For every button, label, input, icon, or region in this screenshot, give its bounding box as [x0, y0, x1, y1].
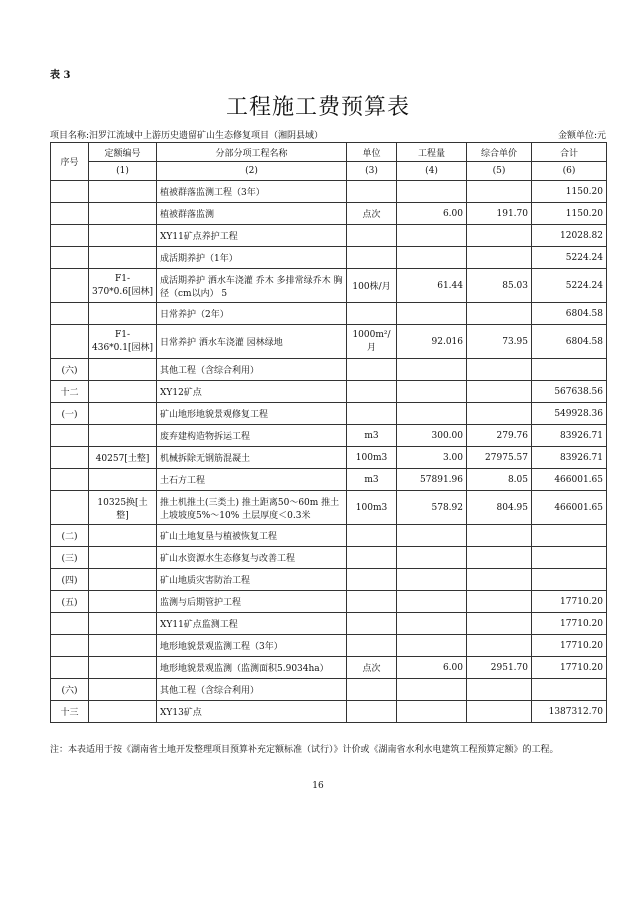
cell-price — [467, 569, 532, 591]
meta-line — [50, 128, 606, 141]
cell-price — [467, 247, 532, 269]
cell-qty: 6.00 — [397, 203, 467, 225]
table-row — [51, 679, 607, 701]
cell-price: 191.70 — [467, 203, 532, 225]
cell-seq — [51, 447, 89, 469]
cell-seq — [51, 181, 89, 203]
cell-name: XY11矿点养护工程 — [157, 225, 347, 247]
table-row — [51, 657, 607, 679]
cell-seq: 十二 — [51, 381, 89, 403]
table-row — [51, 491, 607, 525]
header-num: (6) — [532, 162, 607, 181]
cell-total — [532, 679, 607, 701]
cell-name: XY11矿点监测工程 — [157, 613, 347, 635]
cell-price — [467, 225, 532, 247]
cell-unit — [347, 635, 397, 657]
cell-name: 矿山水资源水生态修复与改善工程 — [157, 547, 347, 569]
cell-total: 17710.20 — [532, 591, 607, 613]
table-row — [51, 635, 607, 657]
cell-code — [89, 701, 157, 723]
cell-price — [467, 403, 532, 425]
cell-seq: 十三 — [51, 701, 89, 723]
cell-code — [89, 635, 157, 657]
cell-qty: 6.00 — [397, 657, 467, 679]
cell-total: 17710.20 — [532, 657, 607, 679]
cell-code — [89, 381, 157, 403]
cell-qty — [397, 247, 467, 269]
cell-qty — [397, 679, 467, 701]
cell-total: 6804.58 — [532, 303, 607, 325]
cell-unit — [347, 247, 397, 269]
cell-name: 机械拆除无钢筋混凝土 — [157, 447, 347, 469]
cell-seq: (四) — [51, 569, 89, 591]
header-num: (4) — [397, 162, 467, 181]
cell-qty — [397, 547, 467, 569]
table-row — [51, 525, 607, 547]
cell-price — [467, 547, 532, 569]
cell-total: 83926.71 — [532, 425, 607, 447]
cell-unit: 100m3 — [347, 447, 397, 469]
cell-qty — [397, 225, 467, 247]
cell-qty — [397, 591, 467, 613]
table-row — [51, 403, 607, 425]
cell-seq: (三) — [51, 547, 89, 569]
project-name: 项目名称:汨罗江流域中上游历史遗留矿山生态修复项目（湘阴县域） — [50, 131, 324, 141]
header-seq: 序号 — [51, 143, 89, 181]
table-row — [51, 325, 607, 359]
cell-seq — [51, 425, 89, 447]
table-row — [51, 359, 607, 381]
cell-total: 466001.65 — [532, 469, 607, 491]
header-num: (2) — [157, 162, 347, 181]
cell-code — [89, 469, 157, 491]
cell-unit — [347, 181, 397, 203]
cell-seq: (六) — [51, 679, 89, 701]
cell-price — [467, 525, 532, 547]
cell-unit — [347, 525, 397, 547]
cell-unit — [347, 359, 397, 381]
cell-unit: 100株/月 — [347, 269, 397, 303]
table-row — [51, 269, 607, 303]
cell-seq — [51, 203, 89, 225]
cell-qty — [397, 359, 467, 381]
cell-seq — [51, 303, 89, 325]
cell-unit — [347, 591, 397, 613]
cell-price — [467, 679, 532, 701]
cell-seq — [51, 469, 89, 491]
cell-name: 地形地貌景观监测工程（3年） — [157, 635, 347, 657]
cell-price: 27975.57 — [467, 447, 532, 469]
cell-total: 549928.36 — [532, 403, 607, 425]
cell-total: 83926.71 — [532, 447, 607, 469]
cell-price — [467, 701, 532, 723]
cell-name: 推土机推土(三类土) 推土距离50～60m 推土上坡坡度5%～10% 土层厚度＜0.3米 — [157, 491, 347, 525]
cell-seq: (一) — [51, 403, 89, 425]
cell-price: 73.95 — [467, 325, 532, 359]
cell-price: 8.05 — [467, 469, 532, 491]
table-row — [51, 569, 607, 591]
cell-code — [89, 303, 157, 325]
cell-qty — [397, 181, 467, 203]
table-row — [51, 613, 607, 635]
cell-total: 1150.20 — [532, 181, 607, 203]
header-num: (3) — [347, 162, 397, 181]
header-qty: 工程量 — [397, 143, 467, 162]
currency-unit: 金额单位:元 — [557, 131, 606, 141]
cell-code — [89, 613, 157, 635]
cell-name: 其他工程（含综合利用） — [157, 359, 347, 381]
cell-qty — [397, 569, 467, 591]
cell-qty — [397, 381, 467, 403]
cell-price: 279.76 — [467, 425, 532, 447]
cell-total — [532, 547, 607, 569]
cell-qty — [397, 303, 467, 325]
cell-name: 地形地貌景观监测（监测面积5.9034ha） — [157, 657, 347, 679]
cell-code — [89, 181, 157, 203]
cell-code — [89, 679, 157, 701]
page-number: 16 — [312, 781, 324, 791]
cell-qty — [397, 701, 467, 723]
cell-name: 植被群落监测工程（3年） — [157, 181, 347, 203]
cell-unit: 1000m²/月 — [347, 325, 397, 359]
cell-name: 土石方工程 — [157, 469, 347, 491]
cell-code — [89, 359, 157, 381]
header-code: 定额编号 — [89, 143, 157, 162]
table-row — [51, 203, 607, 225]
cell-name: 矿山地质灾害防治工程 — [157, 569, 347, 591]
cell-unit — [347, 547, 397, 569]
cell-name: 成活期养护（1年） — [157, 247, 347, 269]
cell-qty — [397, 403, 467, 425]
cell-total: 567638.56 — [532, 381, 607, 403]
cell-unit — [347, 701, 397, 723]
table-row — [51, 247, 607, 269]
cell-code — [89, 657, 157, 679]
footnote: 注：本表适用于按《湖南省土地开发整理项目预算补充定额标准（试行）》计价或《湖南省水利水电建筑工程预算定额》的工程。 — [50, 745, 559, 755]
cell-code — [89, 225, 157, 247]
cell-seq — [51, 657, 89, 679]
cell-price — [467, 181, 532, 203]
cell-name: XY13矿点 — [157, 701, 347, 723]
table-row — [51, 447, 607, 469]
cell-unit — [347, 403, 397, 425]
table-row — [51, 181, 607, 203]
header-num: (1) — [89, 162, 157, 181]
header-num: (5) — [467, 162, 532, 181]
cell-code — [89, 247, 157, 269]
cell-unit — [347, 381, 397, 403]
cell-seq — [51, 269, 89, 303]
cell-code — [89, 203, 157, 225]
page-title: 工程施工费预算表 — [225, 95, 410, 120]
cell-price — [467, 381, 532, 403]
cell-qty: 61.44 — [397, 269, 467, 303]
cell-code — [89, 591, 157, 613]
cell-price: 2951.70 — [467, 657, 532, 679]
cell-qty: 300.00 — [397, 425, 467, 447]
cell-code: F1-370*0.6[园林] — [89, 269, 157, 303]
cell-seq — [51, 225, 89, 247]
cell-code — [89, 525, 157, 547]
table-row — [51, 303, 607, 325]
cell-unit — [347, 613, 397, 635]
cell-total: 5224.24 — [532, 247, 607, 269]
cell-unit — [347, 569, 397, 591]
header-price: 综合单价 — [467, 143, 532, 162]
cell-unit — [347, 679, 397, 701]
cell-unit — [347, 303, 397, 325]
cell-name: 日常养护 洒水车浇灌 园林绿地 — [157, 325, 347, 359]
cell-name: 成活期养护 洒水车浇灌 乔木 多排常绿乔木 胸径（cm以内） 5 — [157, 269, 347, 303]
cell-total — [532, 525, 607, 547]
cell-code: 10325换[土整] — [89, 491, 157, 525]
cell-qty — [397, 525, 467, 547]
cell-name: 废弃建构造物拆运工程 — [157, 425, 347, 447]
cell-total: 17710.20 — [532, 613, 607, 635]
cell-total: 466001.65 — [532, 491, 607, 525]
table-row — [51, 225, 607, 247]
cell-price — [467, 359, 532, 381]
cell-name: 其他工程（含综合利用） — [157, 679, 347, 701]
table-body — [51, 181, 607, 723]
table-row — [51, 425, 607, 447]
cell-name: XY12矿点 — [157, 381, 347, 403]
cell-unit — [347, 225, 397, 247]
cell-total: 12028.82 — [532, 225, 607, 247]
cell-price — [467, 613, 532, 635]
table-row — [51, 381, 607, 403]
cell-seq: (六) — [51, 359, 89, 381]
cell-code — [89, 547, 157, 569]
cell-seq — [51, 613, 89, 635]
cell-qty: 578.92 — [397, 491, 467, 525]
cell-seq — [51, 635, 89, 657]
table-row — [51, 591, 607, 613]
cell-seq — [51, 247, 89, 269]
cell-seq — [51, 491, 89, 525]
cell-code: 40257[土整] — [89, 447, 157, 469]
cell-total: 17710.20 — [532, 635, 607, 657]
cell-name: 日常养护（2年） — [157, 303, 347, 325]
cell-seq: (五) — [51, 591, 89, 613]
cell-price — [467, 303, 532, 325]
header-unit: 单位 — [347, 143, 397, 162]
cell-unit: 点次 — [347, 657, 397, 679]
cell-unit: m3 — [347, 469, 397, 491]
cell-code — [89, 569, 157, 591]
cell-qty: 3.00 — [397, 447, 467, 469]
cell-qty — [397, 635, 467, 657]
cell-code — [89, 425, 157, 447]
cell-total: 1150.20 — [532, 203, 607, 225]
cell-total — [532, 569, 607, 591]
cell-name: 监测与后期管护工程 — [157, 591, 347, 613]
cell-code — [89, 403, 157, 425]
cell-unit: 点次 — [347, 203, 397, 225]
cell-unit: 100m3 — [347, 491, 397, 525]
table-row — [51, 547, 607, 569]
table-row — [51, 701, 607, 723]
cell-qty — [397, 613, 467, 635]
table-row — [51, 469, 607, 491]
cell-price: 85.03 — [467, 269, 532, 303]
cell-seq — [51, 325, 89, 359]
cell-total: 6804.58 — [532, 325, 607, 359]
cell-name: 植被群落监测 — [157, 203, 347, 225]
cell-total — [532, 359, 607, 381]
cell-price — [467, 591, 532, 613]
cell-name: 矿山地形地貌景观修复工程 — [157, 403, 347, 425]
cell-unit: m3 — [347, 425, 397, 447]
cell-total: 1387312.70 — [532, 701, 607, 723]
cell-code: F1-436*0.1[园林] — [89, 325, 157, 359]
cell-price — [467, 635, 532, 657]
cell-name: 矿山土地复垦与植被恢复工程 — [157, 525, 347, 547]
header-name: 分部分项工程名称 — [157, 143, 347, 162]
cell-total: 5224.24 — [532, 269, 607, 303]
cell-price: 804.95 — [467, 491, 532, 525]
cell-qty: 92.016 — [397, 325, 467, 359]
cell-seq: (二) — [51, 525, 89, 547]
table-label: 表 3 — [50, 70, 71, 81]
cell-qty: 57891.96 — [397, 469, 467, 491]
budget-table — [50, 142, 607, 723]
header-total: 合计 — [532, 143, 607, 162]
